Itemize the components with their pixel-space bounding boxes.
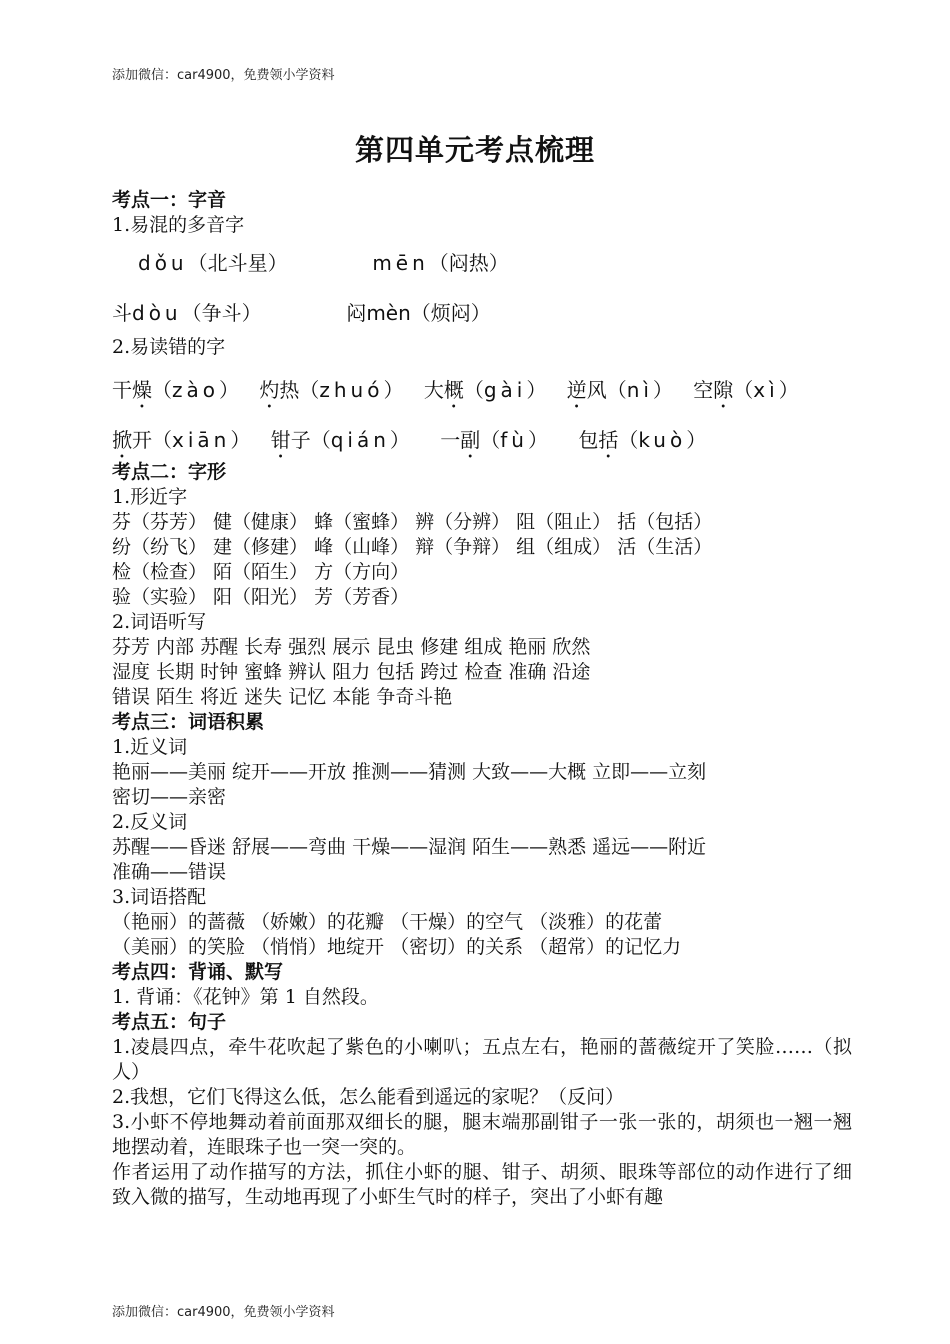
misread-item: 干燥（zào） (112, 378, 239, 402)
misread-item: 包括（kuò） (578, 428, 707, 452)
similar-chars-row: 纷（纷飞） 建（修建） 峰（山峰） 辩（争辩） 组（组成） 活（生活） (112, 536, 713, 558)
sentence-item: 2.我想，它们飞得这么低，怎么能看到遥远的家呢？（反问） (112, 1086, 625, 1108)
misread-item: 钳子（qián） (270, 428, 410, 452)
page-header: 添加微信：car4900，免费领小学资料 (112, 68, 335, 83)
recitation-line: 1. 背诵：《花钟》第 1 自然段。 (112, 986, 379, 1008)
subheading: 2.反义词 (112, 811, 188, 833)
pinyin: mèn (366, 301, 411, 325)
document-body (112, 188, 852, 1210)
misread-item: 一副（fù） (440, 428, 548, 452)
misread-item: 逆风（nì） (566, 378, 673, 402)
similar-chars-row: 芬（芬芳） 健（健康） 蜂（蜜蜂） 辨（分辨） 阻（阻止） 括（包括） (112, 511, 713, 533)
collocation-row: （艳丽）的蔷薇 （娇嫩）的花瓣 （干燥）的空气 （淡雅）的花蕾 (112, 911, 663, 933)
dictation-row: 芬芳 内部 苏醒 长寿 强烈 展示 昆虫 修建 组成 艳丽 欣然 (112, 636, 591, 658)
section-heading-2: 考点二：字形 (112, 461, 227, 483)
misread-item: 掀开（xiān） (112, 428, 251, 452)
dictation-row: 湿度 长期 时钟 蜜蜂 辨认 阻力 包括 跨过 检查 准确 沿途 (112, 661, 591, 683)
word: （烦闷） (410, 301, 491, 325)
sentence-item: 1.凌晨四点，牵牛花吹起了紫色的小喇叭；五点左右，艳丽的蔷薇绽开了笑脸……（拟人） (112, 1036, 852, 1083)
misread-item: 灼热（zhuó） (259, 378, 404, 402)
similar-chars-row: 检（检查） 陌（陌生） 方（方向） (112, 561, 410, 583)
character: 闷 (346, 301, 367, 325)
word: （北斗星） (187, 251, 288, 275)
synonym-row: 艳丽——美丽 绽开——开放 推测——猜测 大致——大概 立即——立刻 (112, 761, 707, 783)
section-heading-5: 考点五：句子 (112, 1011, 227, 1033)
misread-item: 大概（gài） (423, 378, 547, 402)
easy-misread-row-2 (112, 424, 852, 460)
character: 斗 (112, 301, 132, 325)
easy-misread-row-1 (112, 374, 852, 424)
page-title: 第四单元考点梳理 (354, 133, 595, 167)
word: （闷热） (428, 251, 509, 275)
pinyin: mēn (372, 251, 429, 275)
collocation-row: （美丽）的笑脸 （悄悄）地绽开 （密切）的关系 （超常）的记忆力 (112, 936, 682, 958)
sentence-item: 3.小虾不停地舞动着前面那双细长的腿，腿末端那副钳子一张一张的，胡须也一翘一翘地摆动着，连眼珠子也一突一突的。 (112, 1111, 852, 1158)
section-heading-1: 考点一：字音 (112, 189, 227, 211)
similar-chars-row: 验（实验） 阳（阳光） 芳（芳香） (112, 586, 410, 608)
analysis-paragraph: 作者运用了动作描写的方法，抓住小虾的腿、钳子、胡须、眼珠等部位的动作进行了细致入微的描写，生动地再现了小虾生气时的样子，突出了小虾有趣 (112, 1161, 852, 1208)
misread-item: 空隙（xì） (693, 378, 799, 402)
dictation-row: 错误 陌生 将近 迷失 记忆 本能 争奇斗艳 (112, 686, 453, 708)
page-footer: 添加微信：car4900，免费领小学资料 (112, 1305, 335, 1320)
word: （争斗） (181, 301, 262, 325)
antonym-row: 准确——错误 (112, 861, 227, 883)
subheading: 2.易读错的字 (112, 336, 226, 358)
subheading: 1.易混的多音字 (112, 214, 245, 236)
section-heading-4: 考点四：背诵、默写 (112, 961, 284, 983)
subheading: 3.词语搭配 (112, 886, 207, 908)
polyphone-row-1 (112, 247, 852, 285)
subheading: 1.近义词 (112, 736, 188, 758)
antonym-row: 苏醒——昏迷 舒展——弯曲 干燥——湿润 陌生——熟悉 遥远——附近 (112, 836, 707, 858)
section-heading-3: 考点三：词语积累 (112, 711, 265, 733)
synonym-row: 密切——亲密 (112, 786, 227, 808)
pinyin: dòu (132, 301, 182, 325)
pinyin: dǒu (138, 251, 188, 275)
subheading: 1.形近字 (112, 486, 188, 508)
polyphone-row-2 (112, 297, 852, 333)
subheading: 2.词语听写 (112, 611, 207, 633)
